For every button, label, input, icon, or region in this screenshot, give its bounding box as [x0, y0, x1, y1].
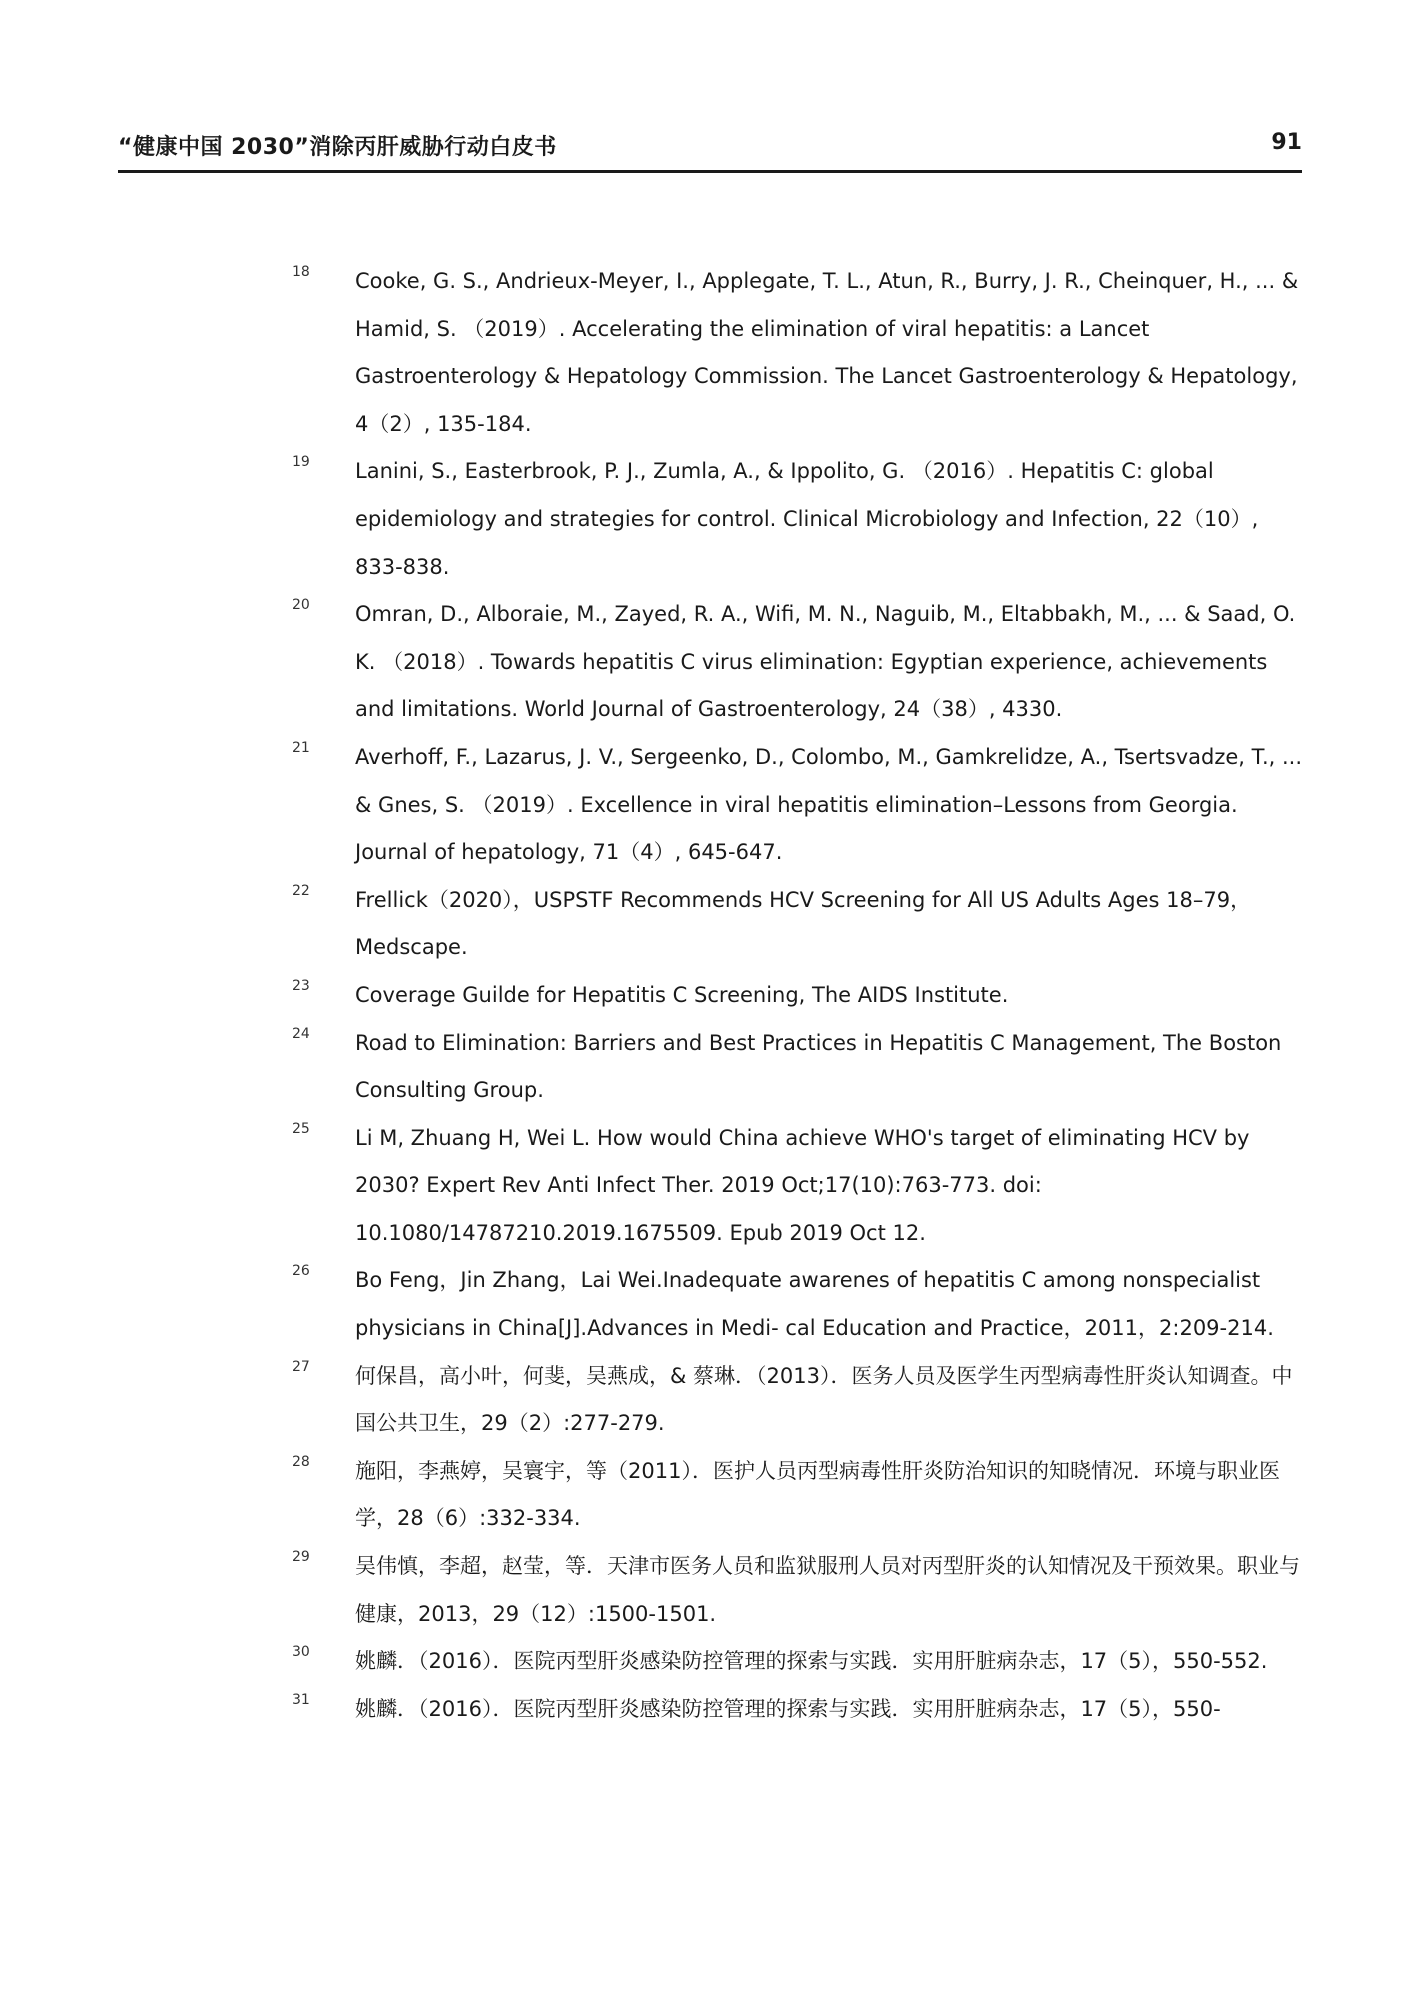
reference-text: Bo Feng，Jin Zhang，Lai Wei.Inadequate awarenes of hepatitis C among nonspecialist physicians in China[J].Advances in Medi- cal Education and Practice，2011，2:209-214. [355, 1268, 1274, 1341]
reference-number: 29 [292, 1549, 310, 1566]
reference-text: Lanini, S., Easterbrook, P. J., Zumla, A., & Ippolito, G. （2016）. Hepatitis C: global epidemiology and strategies for control. Clinical Microbiology and Infection, 22（10）, 833-838. [355, 459, 1259, 579]
reference-item [0, 1448, 1414, 1543]
reference-item [0, 1686, 1414, 1734]
reference-text: Omran, D., Alboraie, M., Zayed, R. A., Wifi, M. N., Naguib, M., Eltabbakh, M., ... & Saad, O. K. （2018）. Towards hepatitis C virus elimination: Egyptian experience, achievements and limitations. World Journal of Gastroenterology, 24（38）, 4330. [355, 602, 1296, 722]
reference-number: 27 [292, 1358, 310, 1375]
reference-text: 吴伟慎，李超，赵莹，等．天津市医务人员和监狱服刑人员对丙型肝炎的认知情况及干预效果。职业与健康，2013，29（12）:1500-1501. [355, 1554, 1300, 1626]
reference-number: 23 [292, 977, 310, 994]
reference-item [0, 1020, 1414, 1115]
reference-text: 施阳，李燕婷，吴寰宇，等（2011）．医护人员丙型病毒性肝炎防治知识的知晓情况．环境与职业医学，28（6）:332-334. [355, 1458, 1280, 1531]
reference-item [0, 1257, 1414, 1352]
reference-text: Coverage Guilde for Hepatitis C Screening, The AIDS Institute. [355, 982, 1009, 1007]
reference-number: 26 [292, 1263, 310, 1280]
reference-text: 姚麟．（2016）．医院丙型肝炎感染防控管理的探索与实践．实用肝脏病杂志，17（5），550- [355, 1696, 1221, 1721]
reference-text: Frellick（2020），USPSTF Recommends HCV Screening for All US Adults Ages 18–79，Medscape. [355, 887, 1252, 960]
reference-item [0, 1353, 1414, 1448]
page-header [118, 128, 1302, 173]
reference-item [0, 591, 1414, 734]
reference-item [0, 972, 1414, 1020]
reference-number: 22 [292, 882, 310, 899]
reference-number: 18 [292, 264, 310, 280]
reference-number: 20 [292, 597, 310, 614]
reference-item [0, 1543, 1414, 1638]
reference-text: Road to Elimination: Barriers and Best Practices in Hepatitis C Management, The Boston Consulting Group. [355, 1030, 1282, 1103]
reference-text: Averhoff, F., Lazarus, J. V., Sergeenko, D., Colombo, M., Gamkrelidze, A., Tsertsvadze, T., ... & Gnes, S. （2019）. Excellence in viral hepatitis elimination–Lessons from Georgia. Journal of hepatology, 71（4）, 645-647. [355, 744, 1302, 865]
reference-number: 31 [292, 1691, 310, 1708]
reference-text: 姚麟．（2016）．医院丙型肝炎感染防控管理的探索与实践．实用肝脏病杂志，17（5），550-552. [355, 1649, 1268, 1674]
reference-number: 25 [292, 1120, 310, 1137]
reference-item [0, 734, 1414, 877]
reference-item [0, 258, 1414, 448]
reference-number: 30 [292, 1644, 310, 1661]
reference-item [0, 877, 1414, 972]
page-number: 91 [1271, 130, 1302, 155]
reference-item [0, 1115, 1414, 1258]
reference-list [0, 258, 1414, 1733]
reference-item [0, 1638, 1414, 1686]
reference-item [0, 448, 1414, 591]
reference-number: 24 [292, 1025, 310, 1042]
reference-text: 何保昌，高小叶，何斐，吴燕成，& 蔡琳．（2013）．医务人员及医学生丙型病毒性肝炎认知调查。中国公共卫生，29（2）:277-279. [355, 1363, 1293, 1436]
reference-text: Li M, Zhuang H, Wei L. How would China achieve WHO's target of eliminating HCV by 2030? Expert Rev Anti Infect Ther. 2019 Oct;17(10):763-773. doi: 10.1080/14787210.2019.1675509. Epub 2019 Oct 12. [355, 1125, 1250, 1245]
document-title: “健康中国 2030”消除丙肝威胁行动白皮书 [118, 135, 557, 160]
reference-number: 19 [292, 454, 310, 471]
reference-number: 28 [292, 1453, 310, 1470]
reference-text: Cooke, G. S., Andrieux-Meyer, I., Applegate, T. L., Atun, R., Burry, J. R., Cheinquer, H., ... & Hamid, S. （2019）. Accelerating the elimination of viral hepatitis: a Lancet Gastroenterology & Hepatology Commission. The Lancet Gastroenterology & Hepatology, 4（2）, 135-184. [355, 269, 1299, 436]
reference-number: 21 [292, 739, 310, 756]
